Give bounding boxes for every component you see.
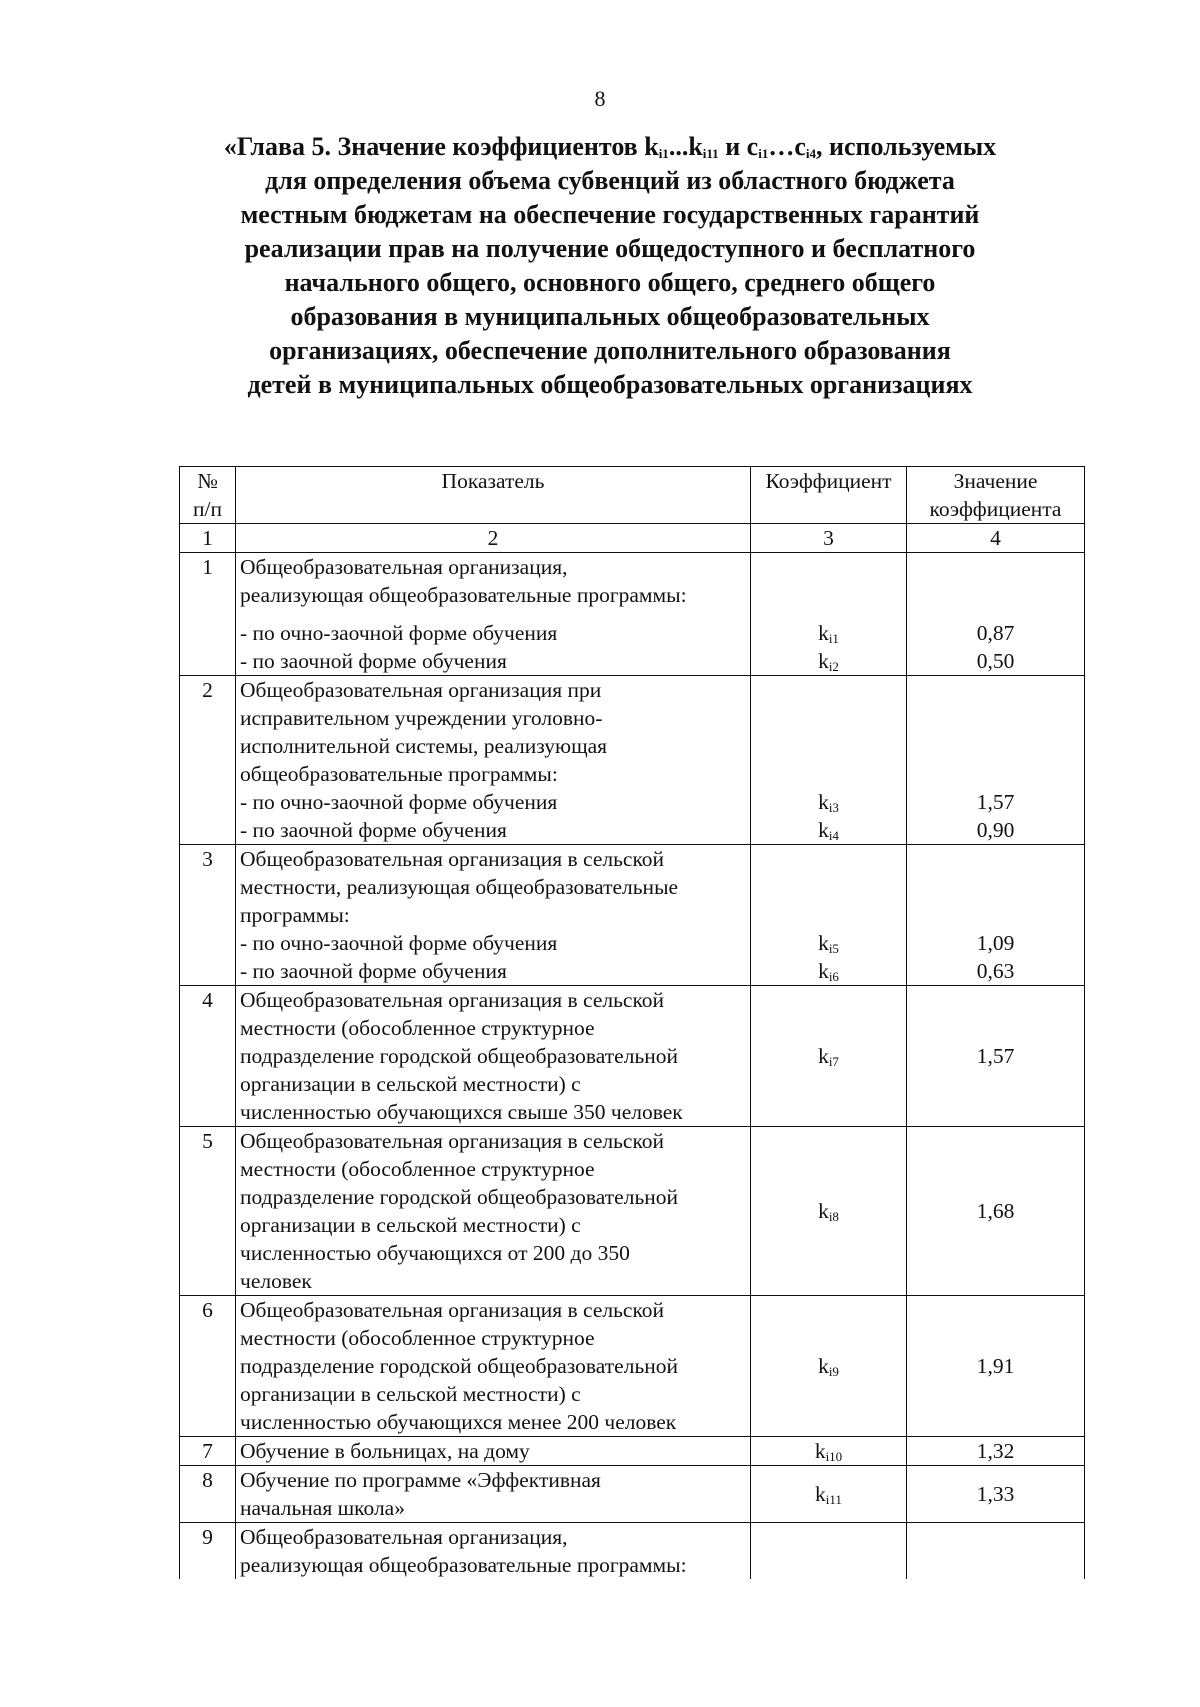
row-value: 1,68 [907,1127,1085,1296]
row-number: 4 [180,986,236,1127]
header-number: № п/п [180,467,236,524]
row-coefficient: $k_{i9}$ [751,1296,907,1437]
row-number: 6 [180,1296,236,1437]
table-row [180,1437,1085,1466]
header-indicator: Показатель [236,467,751,524]
title-line-8: детей в муниципальных общеобразовательных организациях [247,370,973,399]
row-number: 8 [180,1466,236,1523]
row-indicator: Общеобразовательная организация, реализующая общеобразовательные программы: - по очно-заочной форме обучения - по заочной форме обучения [236,553,751,676]
table-row [180,1466,1085,1523]
row-coefficient: $k_{i7}$ [751,986,907,1127]
row-number: 7 [180,1437,236,1466]
row-indicator: Обучение в больницах, на дому [236,1437,751,1466]
column-number: 3 [751,524,907,553]
row-coefficient [751,1523,907,1580]
header-coefficient: Коэффициент [751,467,907,524]
row-number: 1 [180,553,236,676]
row-value: 1,91 [907,1296,1085,1437]
header-value: Значение коэффициента [907,467,1085,524]
row-number: 3 [180,845,236,986]
row-value: 0,87 0,50 [907,553,1085,676]
row-coefficient: $k_{i8}$ [751,1127,907,1296]
table-header-row [180,467,1085,524]
title-line-3: местным бюджетам на обеспечение государственных гарантий [240,200,980,229]
chapter-title [150,130,1070,402]
table-row [180,1127,1085,1296]
table-row [180,986,1085,1127]
row-indicator: Общеобразовательная организация в сельской местности (обособленное структурное подразделение городской общеобразовательной организации в сельской местности) с численностью обучающихся свыше 350 человек [236,986,751,1127]
row-coefficient: $k_{i10}$ [751,1437,907,1466]
title-line-5: начального общего, основного общего, среднего общего [284,268,936,297]
column-numbers-row [180,524,1085,553]
column-number: 1 [180,524,236,553]
table-row [180,676,1085,845]
title-line-2: для определения объема субвенций из областного бюджета [265,166,955,195]
row-indicator: Общеобразовательная организация в сельской местности (обособленное структурное подразделение городской общеобразовательной организации в сельской местности) с численностью обучающихся менее 200 человек [236,1296,751,1437]
row-coefficient: $k_{i1}$ $k_{i2}$ [751,553,907,676]
row-value: 1,32 [907,1437,1085,1466]
row-value [907,1523,1085,1580]
table-row [180,1296,1085,1437]
row-number: 5 [180,1127,236,1296]
row-coefficient: $k_{i5}$ $k_{i6}$ [751,845,907,986]
row-value: 1,09 0,63 [907,845,1085,986]
row-indicator: Обучение по программе «Эффективная начальная школа» [236,1466,751,1523]
title-line-1: «Глава 5. Значение коэффициентов $k_{i1}...k_{i11}$ и $c_{i1}\dots c_{i4}$, используемых [223,132,997,161]
table-row [180,1523,1085,1580]
table-row [180,845,1085,986]
row-number: 2 [180,676,236,845]
page-number: 8 [594,86,606,111]
row-indicator: Общеобразовательная организация при исправительном учреждении уголовно- исполнительной системы, реализующая общеобразовательные программы: - по очно-заочной форме обучения - по заочной форме обучения [236,676,751,845]
column-number: 2 [236,524,751,553]
title-line-4: реализации прав на получение общедоступного и бесплатного [244,234,976,263]
row-coefficient: $k_{i3}$ $k_{i4}$ [751,676,907,845]
row-indicator: Общеобразовательная организация в сельской местности, реализующая общеобразовательные программы: - по очно-заочной форме обучения - по заочной форме обучения [236,845,751,986]
column-number: 4 [907,524,1085,553]
title-line-6: образования в муниципальных общеобразовательных [290,302,930,331]
row-value: 1,33 [907,1466,1085,1523]
row-number: 9 [180,1523,236,1580]
row-indicator: Общеобразовательная организация в сельской местности (обособленное структурное подразделение городской общеобразовательной организации в сельской местности) с численностью обучающихся от 200 до 350 человек [236,1127,751,1296]
row-indicator: Общеобразовательная организация, реализующая общеобразовательные программы: [236,1523,751,1580]
title-line-7: организациях, обеспечение дополнительного образования [269,336,951,365]
table-row [180,553,1085,676]
row-value: 1,57 [907,986,1085,1127]
row-coefficient: $k_{i11}$ [751,1466,907,1523]
coefficients-table [179,466,1085,1579]
row-value: 1,57 0,90 [907,676,1085,845]
